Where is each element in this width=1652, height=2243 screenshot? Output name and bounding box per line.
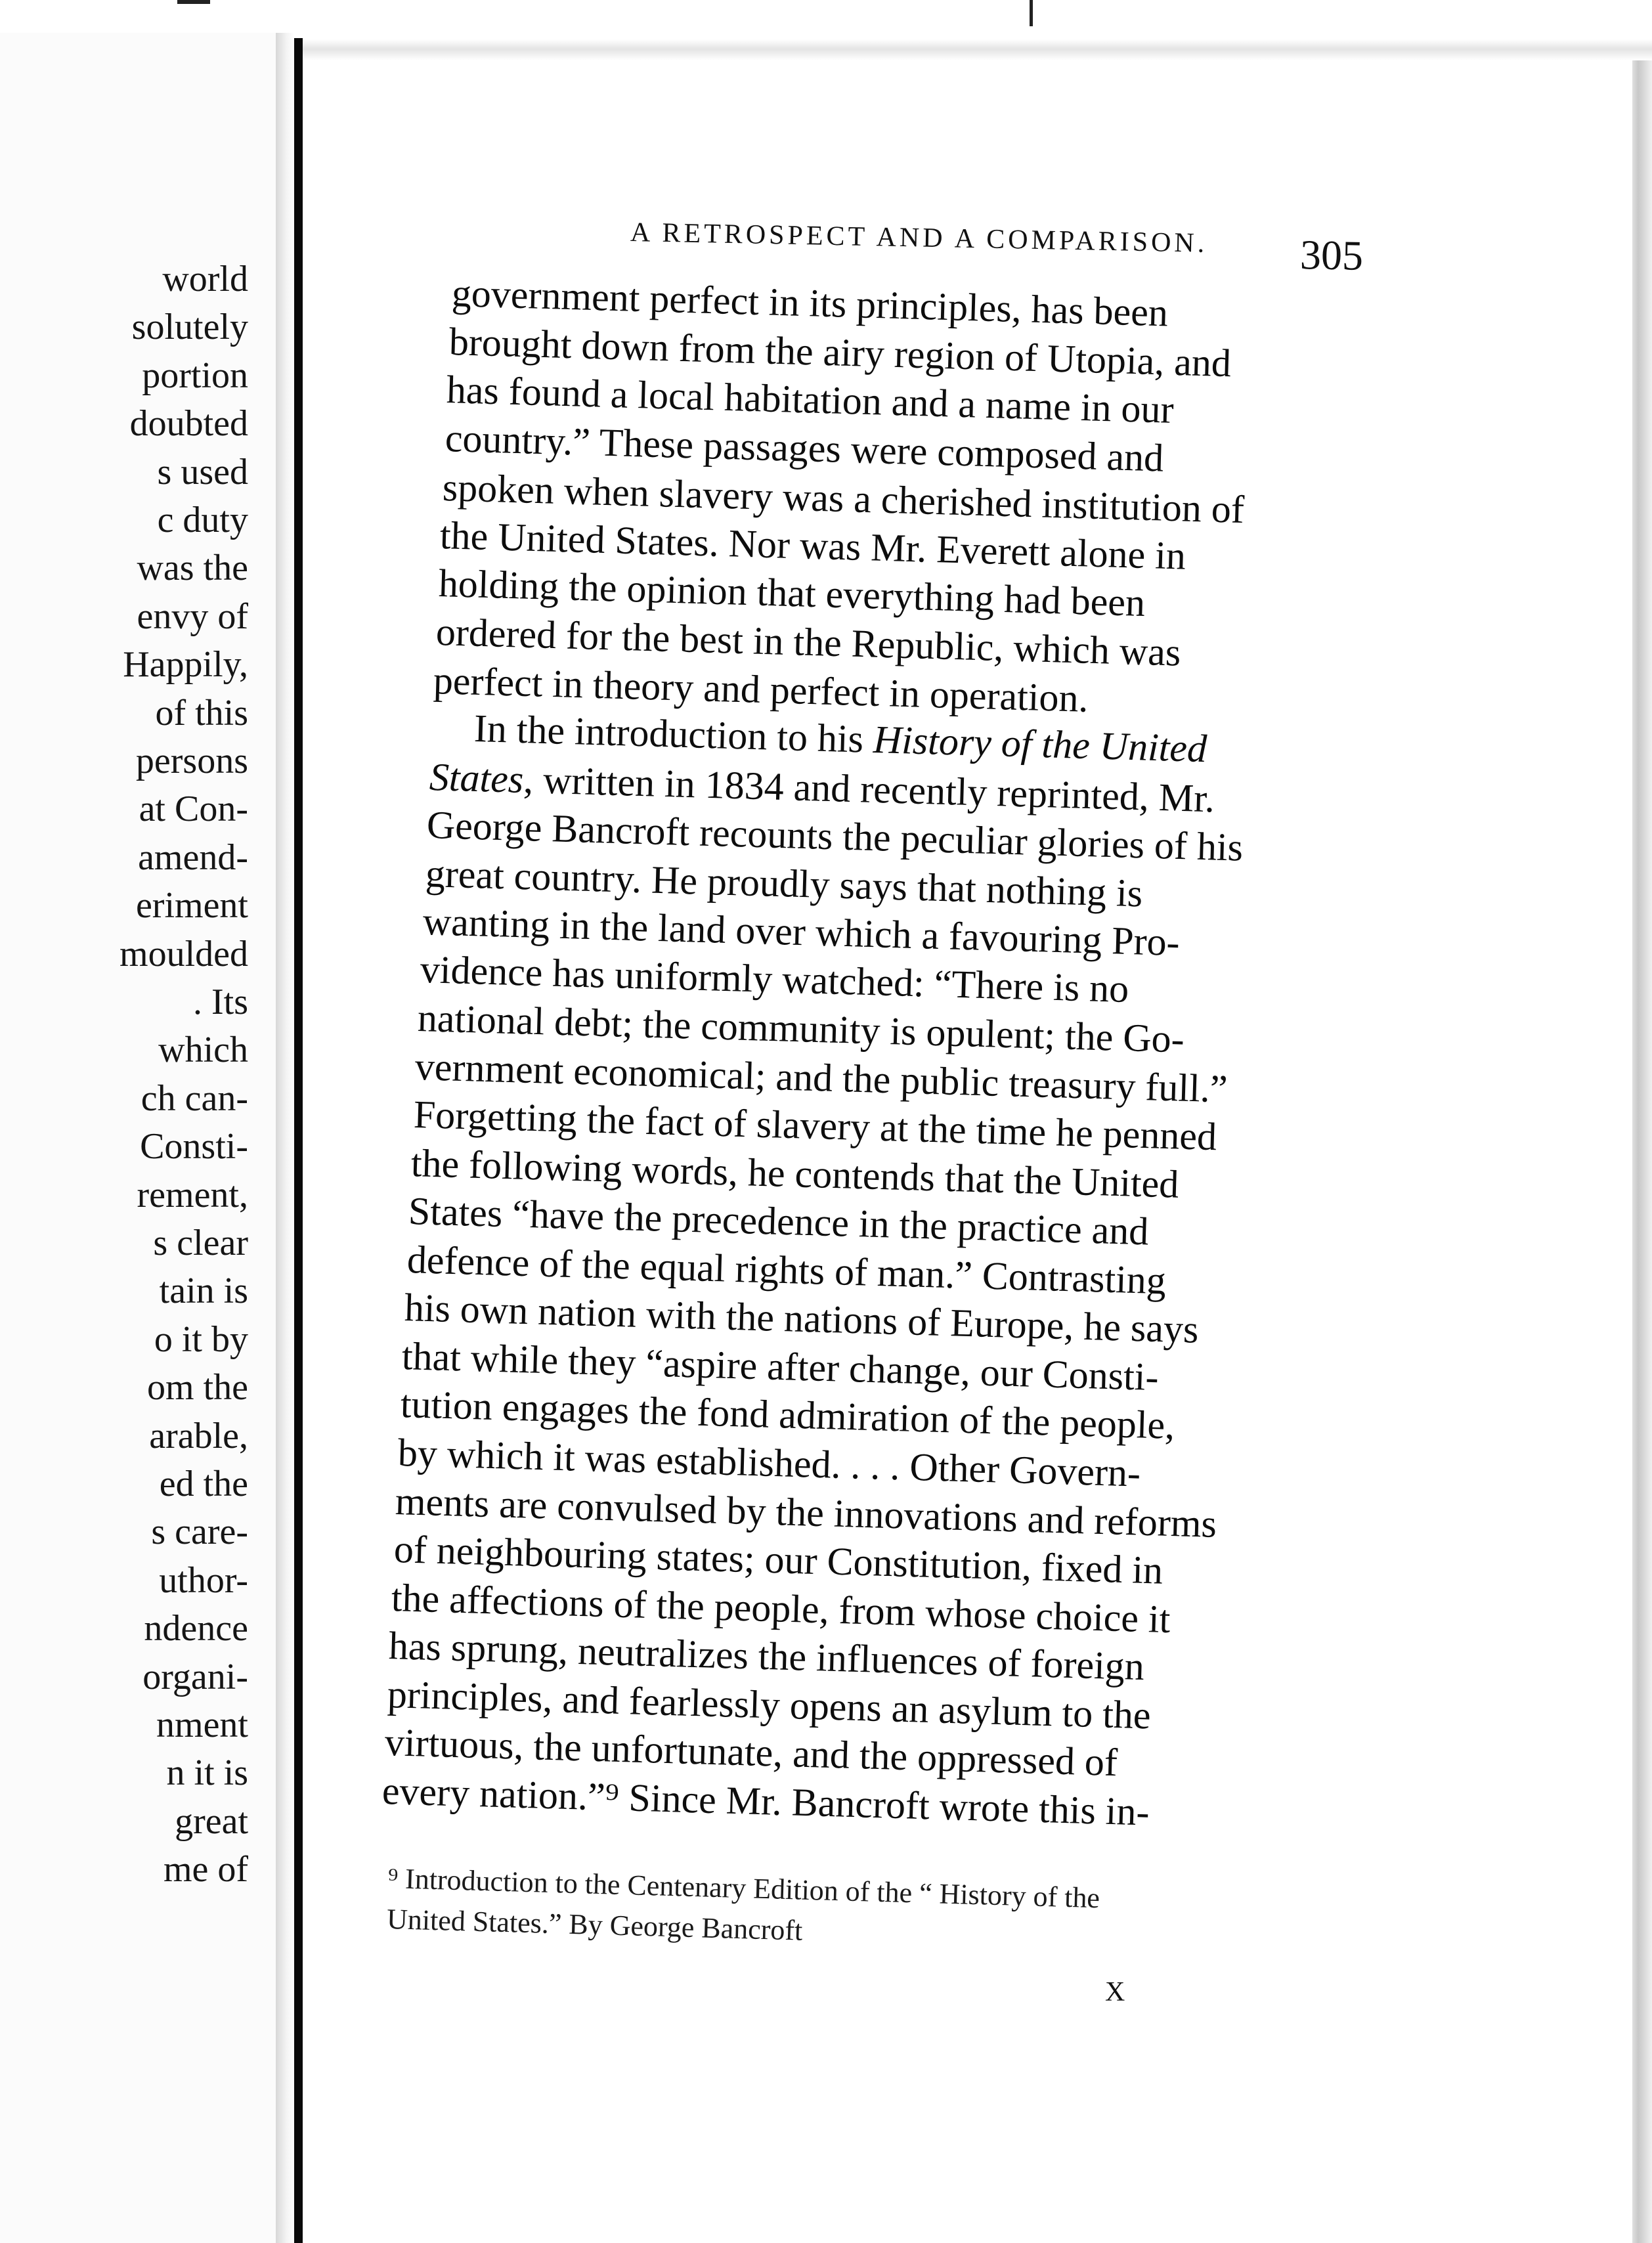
body-line: brought down from the airy region of Utopia, and (448, 320, 1232, 385)
left-page-line: ch can- (141, 1078, 248, 1119)
left-page-line: ed the (159, 1464, 248, 1504)
body-line: vidence has uniformly watched: “There is no (420, 947, 1130, 1011)
left-page-line: c duty (157, 500, 248, 540)
body-line: spoken when slavery was a cherished institution of (442, 466, 1245, 532)
body-line: has sprung, neutralizes the influences of foreign (388, 1624, 1145, 1689)
body-line: has found a local habitation and a name in our (446, 368, 1175, 431)
left-page-line: moulded (120, 933, 248, 974)
left-page-line: portion (142, 355, 248, 396)
page-fore-edge (1632, 60, 1652, 2243)
left-page-line: which (158, 1030, 248, 1071)
body-line: principles, and fearlessly opens an asylum to the (387, 1672, 1152, 1737)
body-line: ordered for the best in the Republic, which was (435, 610, 1182, 674)
body-line: great country. He proudly says that nothing is (425, 852, 1144, 915)
body-line: the United States. Nor was Mr. Everett alone in (439, 513, 1186, 578)
left-page-line: o it by (154, 1318, 248, 1360)
body-line: holding the opinion that everything had been (438, 561, 1146, 625)
body-line: national debt; the community is opulent; the Go- (417, 996, 1185, 1061)
running-title: A RETROSPECT AND A COMPARISON. (630, 217, 1208, 259)
left-page-line: of this (155, 692, 248, 733)
ink-mark (1030, 0, 1033, 26)
ink-mark (177, 0, 210, 4)
left-page-line: rement, (137, 1174, 248, 1215)
left-page-line: nment (156, 1705, 248, 1745)
left-page-line: Happily, (123, 644, 248, 686)
left-page-line: envy of (137, 596, 248, 637)
body-line: George Bancroft recounts the peculiar glories of his (426, 803, 1244, 869)
previous-page-fragment (0, 33, 276, 2243)
gutter-shadow (276, 33, 294, 2243)
left-page-line: world (162, 259, 248, 299)
left-page-line: me of (163, 1849, 248, 1890)
body-line: country.” These passages were composed and (445, 416, 1165, 480)
left-page-line: s clear (153, 1223, 248, 1263)
body-line: that while they “aspire after change, our Consti- (401, 1334, 1160, 1399)
left-page-line: om the (147, 1367, 248, 1408)
body-line: defence of the equal rights of man.” Contrasting (406, 1238, 1167, 1303)
left-page-line: n it is (166, 1753, 248, 1794)
book-title-italic: History of the United (873, 717, 1208, 771)
book-title-italic: States (429, 755, 525, 801)
body-line: wanting in the land over which a favouring Pro- (422, 900, 1181, 965)
left-page-line: uthor- (159, 1559, 248, 1601)
left-page-line: solutely (131, 307, 248, 348)
body-line: vernment economical; and the public treasury full.” (414, 1045, 1228, 1111)
left-page-line: . Its (193, 982, 248, 1022)
body-line: Forgetting the fact of slavery at the time he penned (413, 1093, 1217, 1159)
body-line: government perfect in its principles, has been (451, 271, 1169, 335)
left-page-line: tain is (159, 1271, 248, 1312)
body-line-text: , written in 1834 and recently reprinted, Mr. (523, 758, 1215, 821)
body-line: of neighbouring states; our Constitution, fixed in (393, 1527, 1164, 1592)
left-page-line: persons (135, 741, 248, 781)
body-line: tution engages the fond admiration of the people, (400, 1382, 1176, 1447)
body-line: his own nation with the nations of Europe, he says (404, 1286, 1200, 1351)
left-page-line: s care- (151, 1512, 248, 1553)
body-line: States “have the precedence in the practice and (408, 1189, 1150, 1253)
body-line: perfect in theory and perfect in operation. (433, 659, 1089, 720)
body-line-text: In the introduction to his (473, 707, 874, 761)
left-page-line: arable, (149, 1415, 248, 1456)
left-page-line: doubted (129, 403, 248, 445)
page-number: 305 (1299, 231, 1364, 279)
binding-edge (294, 38, 303, 2243)
left-page-line: eriment (135, 885, 248, 926)
left-page-line: s used (157, 451, 248, 492)
left-page-line: Consti- (140, 1126, 248, 1167)
left-page-line: organi- (142, 1656, 248, 1697)
left-page-line: was the (137, 548, 248, 589)
footnote-line: ⁹ Introduction to the Centenary Edition of the “ History of the (387, 1862, 1100, 1915)
body-line: ments are convulsed by the innovations and reforms (395, 1479, 1217, 1546)
left-page-line: great (175, 1800, 248, 1842)
left-page-line: at Con- (139, 789, 248, 830)
body-line: the following words, he contends that the United (410, 1141, 1180, 1206)
body-line: the affections of the people, from whose choice it (391, 1576, 1171, 1642)
signature-mark: X (1105, 1977, 1125, 2007)
body-line: virtuous, the unfortunate, and the oppressed of (384, 1720, 1118, 1785)
footnote-line: United States.” By George Bancroft (386, 1902, 803, 1947)
body-line: by which it was established. . . . Other Govern- (397, 1431, 1141, 1495)
left-page-line: amend- (138, 837, 248, 878)
body-line: every nation.”⁹ Since Mr. Bancroft wrote this in- (381, 1769, 1150, 1834)
left-page-line: ndence (144, 1608, 248, 1649)
